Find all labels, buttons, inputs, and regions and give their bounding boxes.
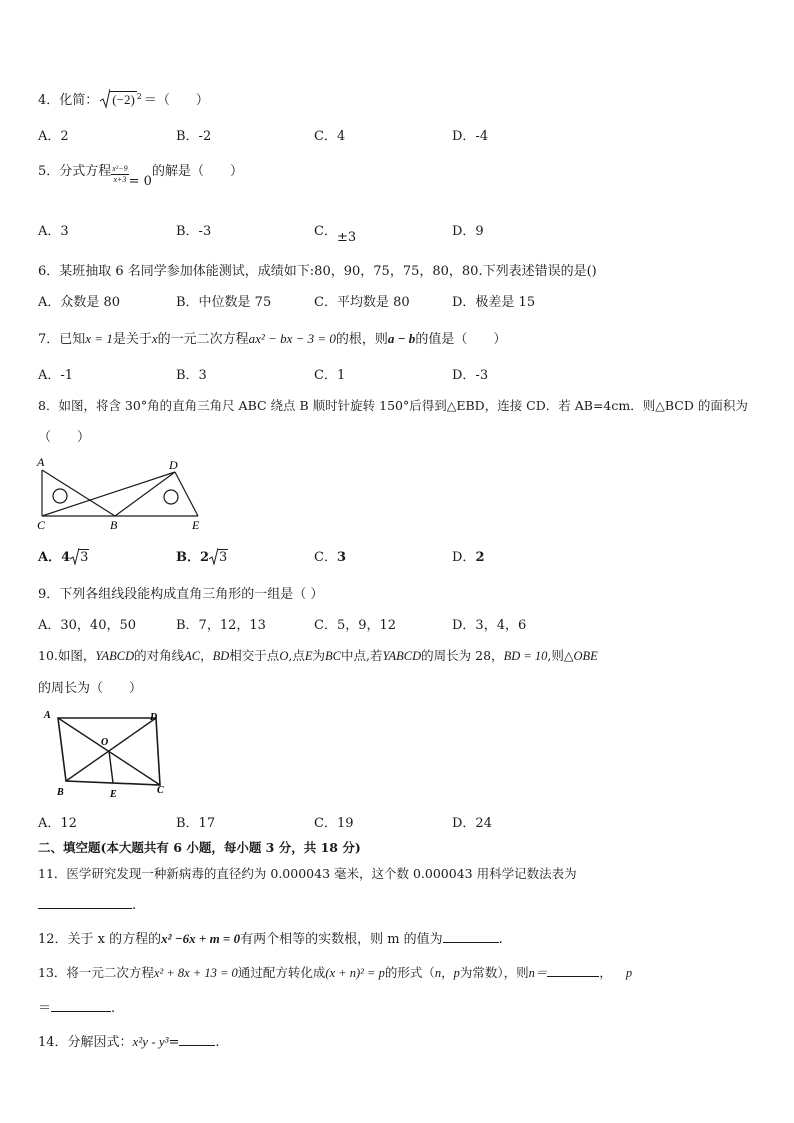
q14-expr: x²y - y³ [132, 1034, 169, 1049]
q10-ac: AC [184, 649, 201, 663]
q10-option-d[interactable]: D．24 [452, 816, 492, 831]
sqrt-sign-icon [70, 548, 79, 566]
q13-p2: p [625, 966, 633, 980]
q5-fraction [111, 164, 128, 185]
q13-neq: n＝ [528, 966, 548, 980]
q7-mid3: 的根，则 [335, 332, 388, 347]
section-2-heading: 二、填空题(本大题共有 6 小题，每小题 3 分，共 18 分) [38, 840, 361, 855]
q5-suffix: 的解是（ ） [151, 164, 243, 179]
q5-equals: = 0 [128, 174, 152, 189]
q12-equation: x² −6x + m = 0 [161, 931, 241, 946]
q10-t5: ,点 [288, 648, 305, 663]
q10-o: O [279, 649, 289, 663]
q8-option-c-value: 3 [336, 550, 346, 565]
q8-option-b-label: B． [176, 550, 200, 565]
q13-prefix: 13．将一元二次方程 [38, 965, 154, 980]
q7-mid2: 的一元二次方程 [157, 332, 249, 347]
q5-option-c[interactable] [314, 220, 357, 245]
q10-label-o: O [101, 737, 109, 748]
q13-line2-eq: ＝ [38, 1001, 52, 1016]
q7-suffix: 的值是（ ） [415, 332, 507, 347]
q10-bd: BD [212, 649, 230, 663]
q10-t6: 为 [312, 648, 325, 663]
q4-suffix: ＝（ ） [143, 93, 209, 108]
q10-label-b: B [57, 787, 64, 798]
q10-label-d: D [150, 712, 158, 723]
q4-prefix: 4．化简： [38, 93, 99, 108]
q10-para2: YABCD [382, 649, 422, 663]
q8-label-b: B [110, 518, 118, 531]
q13-form: (x + n)² = p [325, 966, 385, 980]
q6-option-a[interactable]: A．众数是 80 [38, 295, 121, 310]
q4-option-c[interactable]: C．4 [314, 129, 346, 144]
q8-option-a-root: 3 [80, 550, 89, 565]
q8-option-b-coef: 2 [200, 550, 210, 565]
q8-option-a-sqrt [70, 550, 89, 565]
q5-prefix: 5．分式方程 [38, 164, 112, 179]
q10-t9: ,则 [547, 648, 564, 663]
q10-t1: 10.如图， [38, 648, 96, 663]
q10-option-b[interactable]: B．17 [176, 816, 216, 831]
question-12 [38, 928, 503, 947]
q10-bc: BC [324, 649, 341, 663]
q13-end1: ， [599, 965, 612, 980]
q10-t2: 的对角线 [134, 648, 185, 663]
q8-option-d[interactable] [452, 546, 484, 565]
q10-t3: ， [200, 648, 213, 663]
q12-suffix: 有两个相等的实数根，则 m 的值为 [240, 932, 443, 947]
sqrt-sign-icon [209, 548, 218, 566]
q9-option-d[interactable]: D．3，4，6 [452, 618, 527, 633]
q10-e: E [304, 649, 313, 663]
q13-mid: 通过配方转化成 [237, 965, 326, 980]
q8-option-c[interactable] [314, 546, 346, 565]
q8-label-a: A [37, 455, 45, 469]
q13-comma: ， [441, 965, 454, 980]
q4-option-a[interactable]: A．2 [38, 129, 69, 144]
q8-option-d-value: 2 [475, 550, 485, 565]
q10-option-a[interactable]: A．12 [38, 816, 77, 831]
q9-option-b[interactable]: B．7，12，13 [176, 618, 266, 633]
question-10-line1 [38, 646, 598, 664]
q11-end: . [132, 898, 137, 913]
q5-option-c-label: C． [314, 224, 337, 239]
q10-option-c[interactable]: C．19 [314, 816, 354, 831]
q12-prefix: 12．关于 x 的方程的 [38, 932, 162, 947]
q13-mid3: 为常数），则 [459, 965, 529, 980]
q7-option-a[interactable]: A．-1 [38, 368, 74, 383]
q4-exponent: 2 [136, 91, 142, 101]
q8-option-c-label: C． [314, 550, 337, 565]
q12-end: . [498, 932, 503, 947]
q9-option-a[interactable]: A．30，40，50 [38, 618, 137, 633]
question-8-line1: 8．如图，将含 30°角的直角三角尺 ABC 绕点 B 顺时针旋转 150°后得到△EBD，连接 CD．若 AB=4cm．则△BCD 的面积为 [38, 398, 748, 413]
q7-mid1: 是关于 [112, 332, 152, 347]
q8-option-b-root: 3 [219, 550, 228, 565]
question-13-line2 [38, 997, 115, 1016]
q8-option-a[interactable] [38, 546, 89, 565]
q10-t7: 中点,若 [340, 648, 383, 663]
q13-n: n [434, 966, 442, 980]
q14-answer-blank[interactable] [179, 1031, 215, 1046]
q6-option-d[interactable]: D．极差是 15 [452, 295, 536, 310]
question-14 [38, 1031, 220, 1050]
question-8-line2: （ ） [38, 430, 91, 445]
question-7 [38, 328, 506, 347]
q7-equation: ax² − bx − 3 = 0 [248, 331, 336, 346]
q10-para1: YABCD [95, 649, 135, 663]
q5-denominator: x+3 [113, 175, 127, 184]
q14-eq: = [168, 1035, 180, 1050]
q13-p: p [453, 966, 460, 980]
q9-option-c[interactable]: C．5，9，12 [314, 618, 397, 633]
q4-option-d[interactable]: D．-4 [452, 129, 489, 144]
q8-option-b-sqrt [209, 550, 228, 565]
sqrt-sign-icon [100, 89, 110, 109]
q8-option-a-label: A． [38, 550, 62, 565]
q14-end: . [215, 1035, 220, 1050]
q8-figure-bg [36, 455, 204, 531]
q8-figure [36, 455, 204, 531]
q12-answer-blank[interactable] [443, 928, 499, 943]
q10-label-c: C [157, 785, 164, 796]
q10-segment-oe [109, 751, 113, 783]
sqrt-expression [100, 92, 142, 108]
q8-option-a-coef: 4 [61, 550, 71, 565]
q5-option-a[interactable]: A．3 [38, 224, 69, 239]
question-13-line1 [38, 962, 632, 981]
q13-mid2: 的形式（ [384, 965, 435, 980]
q8-option-d-label: D． [452, 550, 476, 565]
q7-cond: x = 1 [85, 331, 113, 346]
q7-prefix: 7．已知 [38, 332, 86, 347]
q5-option-b[interactable]: B．-3 [176, 224, 212, 239]
q7-option-d[interactable]: D．-3 [452, 368, 489, 383]
q13-p-answer-blank[interactable] [51, 997, 111, 1012]
q6-option-c[interactable]: C．平均数是 80 [314, 295, 410, 310]
q10-tri: △OBE [563, 649, 598, 663]
q6-option-b[interactable]: B．中位数是 75 [176, 295, 272, 310]
q5-option-d[interactable]: D．9 [452, 224, 484, 239]
q10-label-a: A [44, 710, 51, 721]
q11-answer-line [38, 893, 136, 913]
q13-equation: x² + 8x + 13 = 0 [153, 966, 238, 980]
q8-label-c: C [37, 518, 46, 531]
question-11: 11．医学研究发现一种新病毒的直径约为 0.000043 毫米，这个数 0.000043 用科学记数法表为 [38, 866, 577, 881]
q5-numerator: x²−9 [112, 164, 128, 173]
question-4 [38, 89, 209, 108]
q7-var: x [151, 331, 158, 346]
q10-figure [38, 707, 174, 799]
q13-n-answer-blank[interactable] [547, 962, 599, 977]
q10-label-e: E [110, 789, 117, 799]
q14-prefix: 14．分解因式： [38, 1035, 133, 1050]
q11-answer-blank[interactable] [38, 893, 132, 909]
q4-radicand: (−2) [112, 92, 135, 107]
q10-bdv: BD = 10 [503, 649, 548, 663]
question-10-line2: 的周长为（ ） [38, 681, 143, 696]
q7-option-c[interactable]: C．1 [314, 368, 346, 383]
q7-option-b[interactable]: B．3 [176, 368, 207, 383]
q8-label-e: E [192, 518, 200, 531]
q5-option-c-value: ±3 [336, 230, 357, 245]
q7-expr: a − b [387, 331, 416, 346]
q4-option-b[interactable]: B．-2 [176, 129, 212, 144]
question-9: 9．下列各组线段能构成直角三角形的一组是（ ） [38, 587, 324, 602]
q8-label-d: D [169, 458, 178, 472]
q8-option-b[interactable] [176, 546, 228, 565]
question-5 [38, 158, 243, 189]
q13-end2: . [111, 1001, 116, 1016]
q10-t4: 相交于点 [229, 648, 280, 663]
question-6: 6．某班抽取 6 名同学参加体能测试，成绩如下:80，90，75，75，80，80.下列表述错误的是() [38, 264, 597, 279]
q10-t8: 的周长为 28， [421, 648, 504, 663]
